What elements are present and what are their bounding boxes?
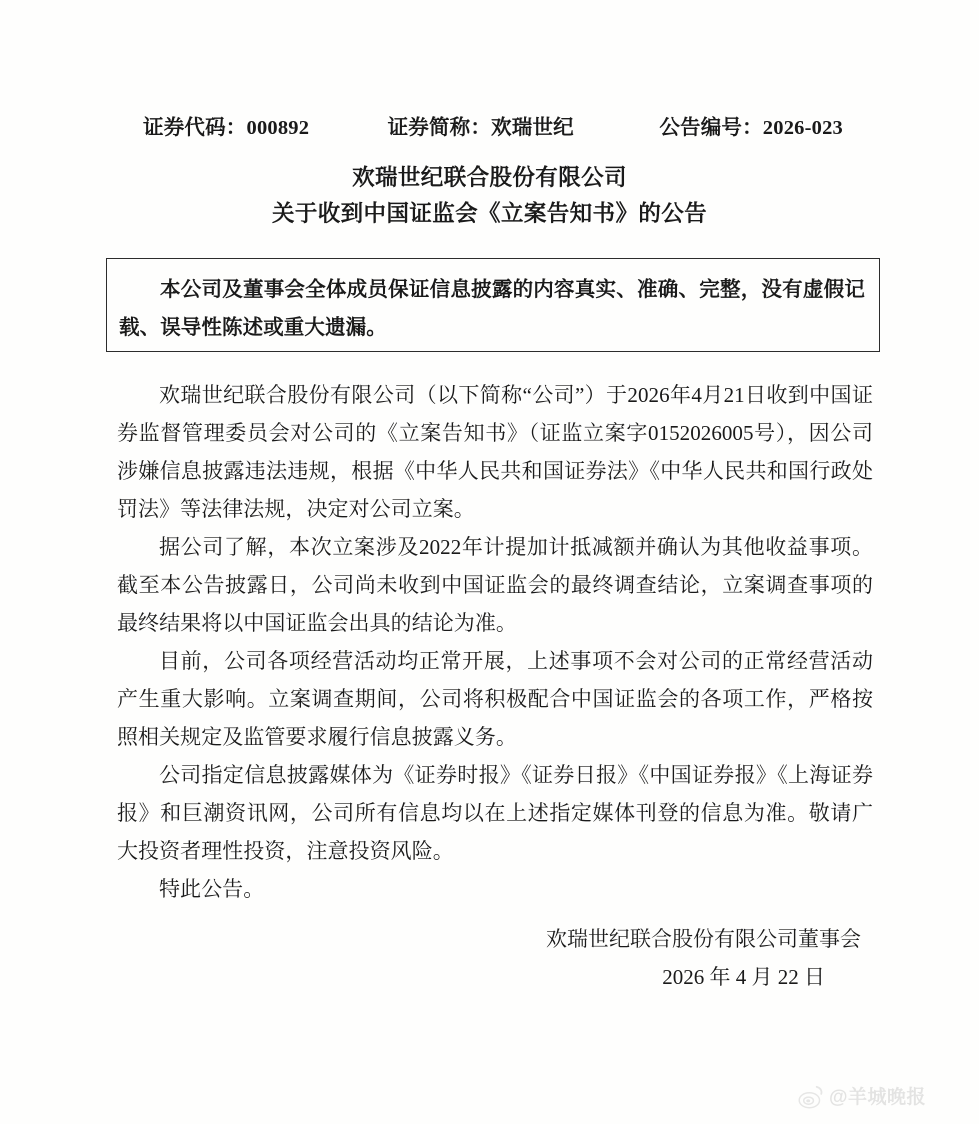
stock-code: 证券代码：000892	[143, 117, 310, 139]
body-paragraph: 欢瑞世纪联合股份有限公司（以下简称“公司”）于2026年4月21日收到中国证券监督管理委员会对公司的《立案告知书》（证监立案字0152026005号），因公司涉嫌信息披露违法违规，根据《中华人民共和国证券法》《中华人民共和国行政处罚法》等法律法规，决定对公司立案。	[117, 383, 873, 521]
signature-entity: 欢瑞世纪联合股份有限公司董事会	[546, 927, 861, 951]
signature-date: 2026 年 4 月 22 日	[662, 965, 825, 989]
announcement-number: 公告编号：2026-023	[659, 117, 843, 139]
body-paragraph: 公司指定信息披露媒体为《证券时报》《证券日报》《中国证券报》《上海证券报》和巨潮资讯网，公司所有信息均以在上述指定媒体刊登的信息为准。敬请广大投资者理性投资，注意投资风险。	[117, 763, 873, 863]
document-title	[0, 160, 979, 232]
signature-block	[117, 920, 861, 996]
body-paragraph: 目前，公司各项经营活动均正常开展，上述事项不会对公司的正常经营活动产生重大影响。立案调查期间，公司将积极配合中国证监会的各项工作，严格按照相关规定及监管要求履行信息披露义务。	[117, 649, 873, 749]
disclaimer-text: 本公司及董事会全体成员保证信息披露的内容真实、准确、完整，没有虚假记载、误导性陈述或重大遗漏。	[119, 279, 865, 339]
document-body	[117, 376, 873, 908]
weibo-watermark	[798, 1084, 926, 1110]
disclaimer-box	[106, 258, 880, 352]
body-paragraph-closing: 特此公告。	[159, 877, 265, 901]
title-subject-line: 关于收到中国证监会《立案告知书》的公告	[271, 201, 708, 226]
weibo-handle: @羊城晚报	[829, 1086, 927, 1108]
stock-abbreviation: 证券简称：欢瑞世纪	[387, 117, 574, 139]
weibo-logo-icon	[798, 1084, 824, 1110]
header-meta-row	[143, 110, 843, 140]
body-paragraph: 据公司了解，本次立案涉及2022年计提加计抵减额并确认为其他收益事项。截至本公告披露日，公司尚未收到中国证监会的最终调查结论，立案调查事项的最终结果将以中国证监会出具的结论为准。	[117, 535, 873, 635]
title-company-line: 欢瑞世纪联合股份有限公司	[352, 165, 627, 190]
